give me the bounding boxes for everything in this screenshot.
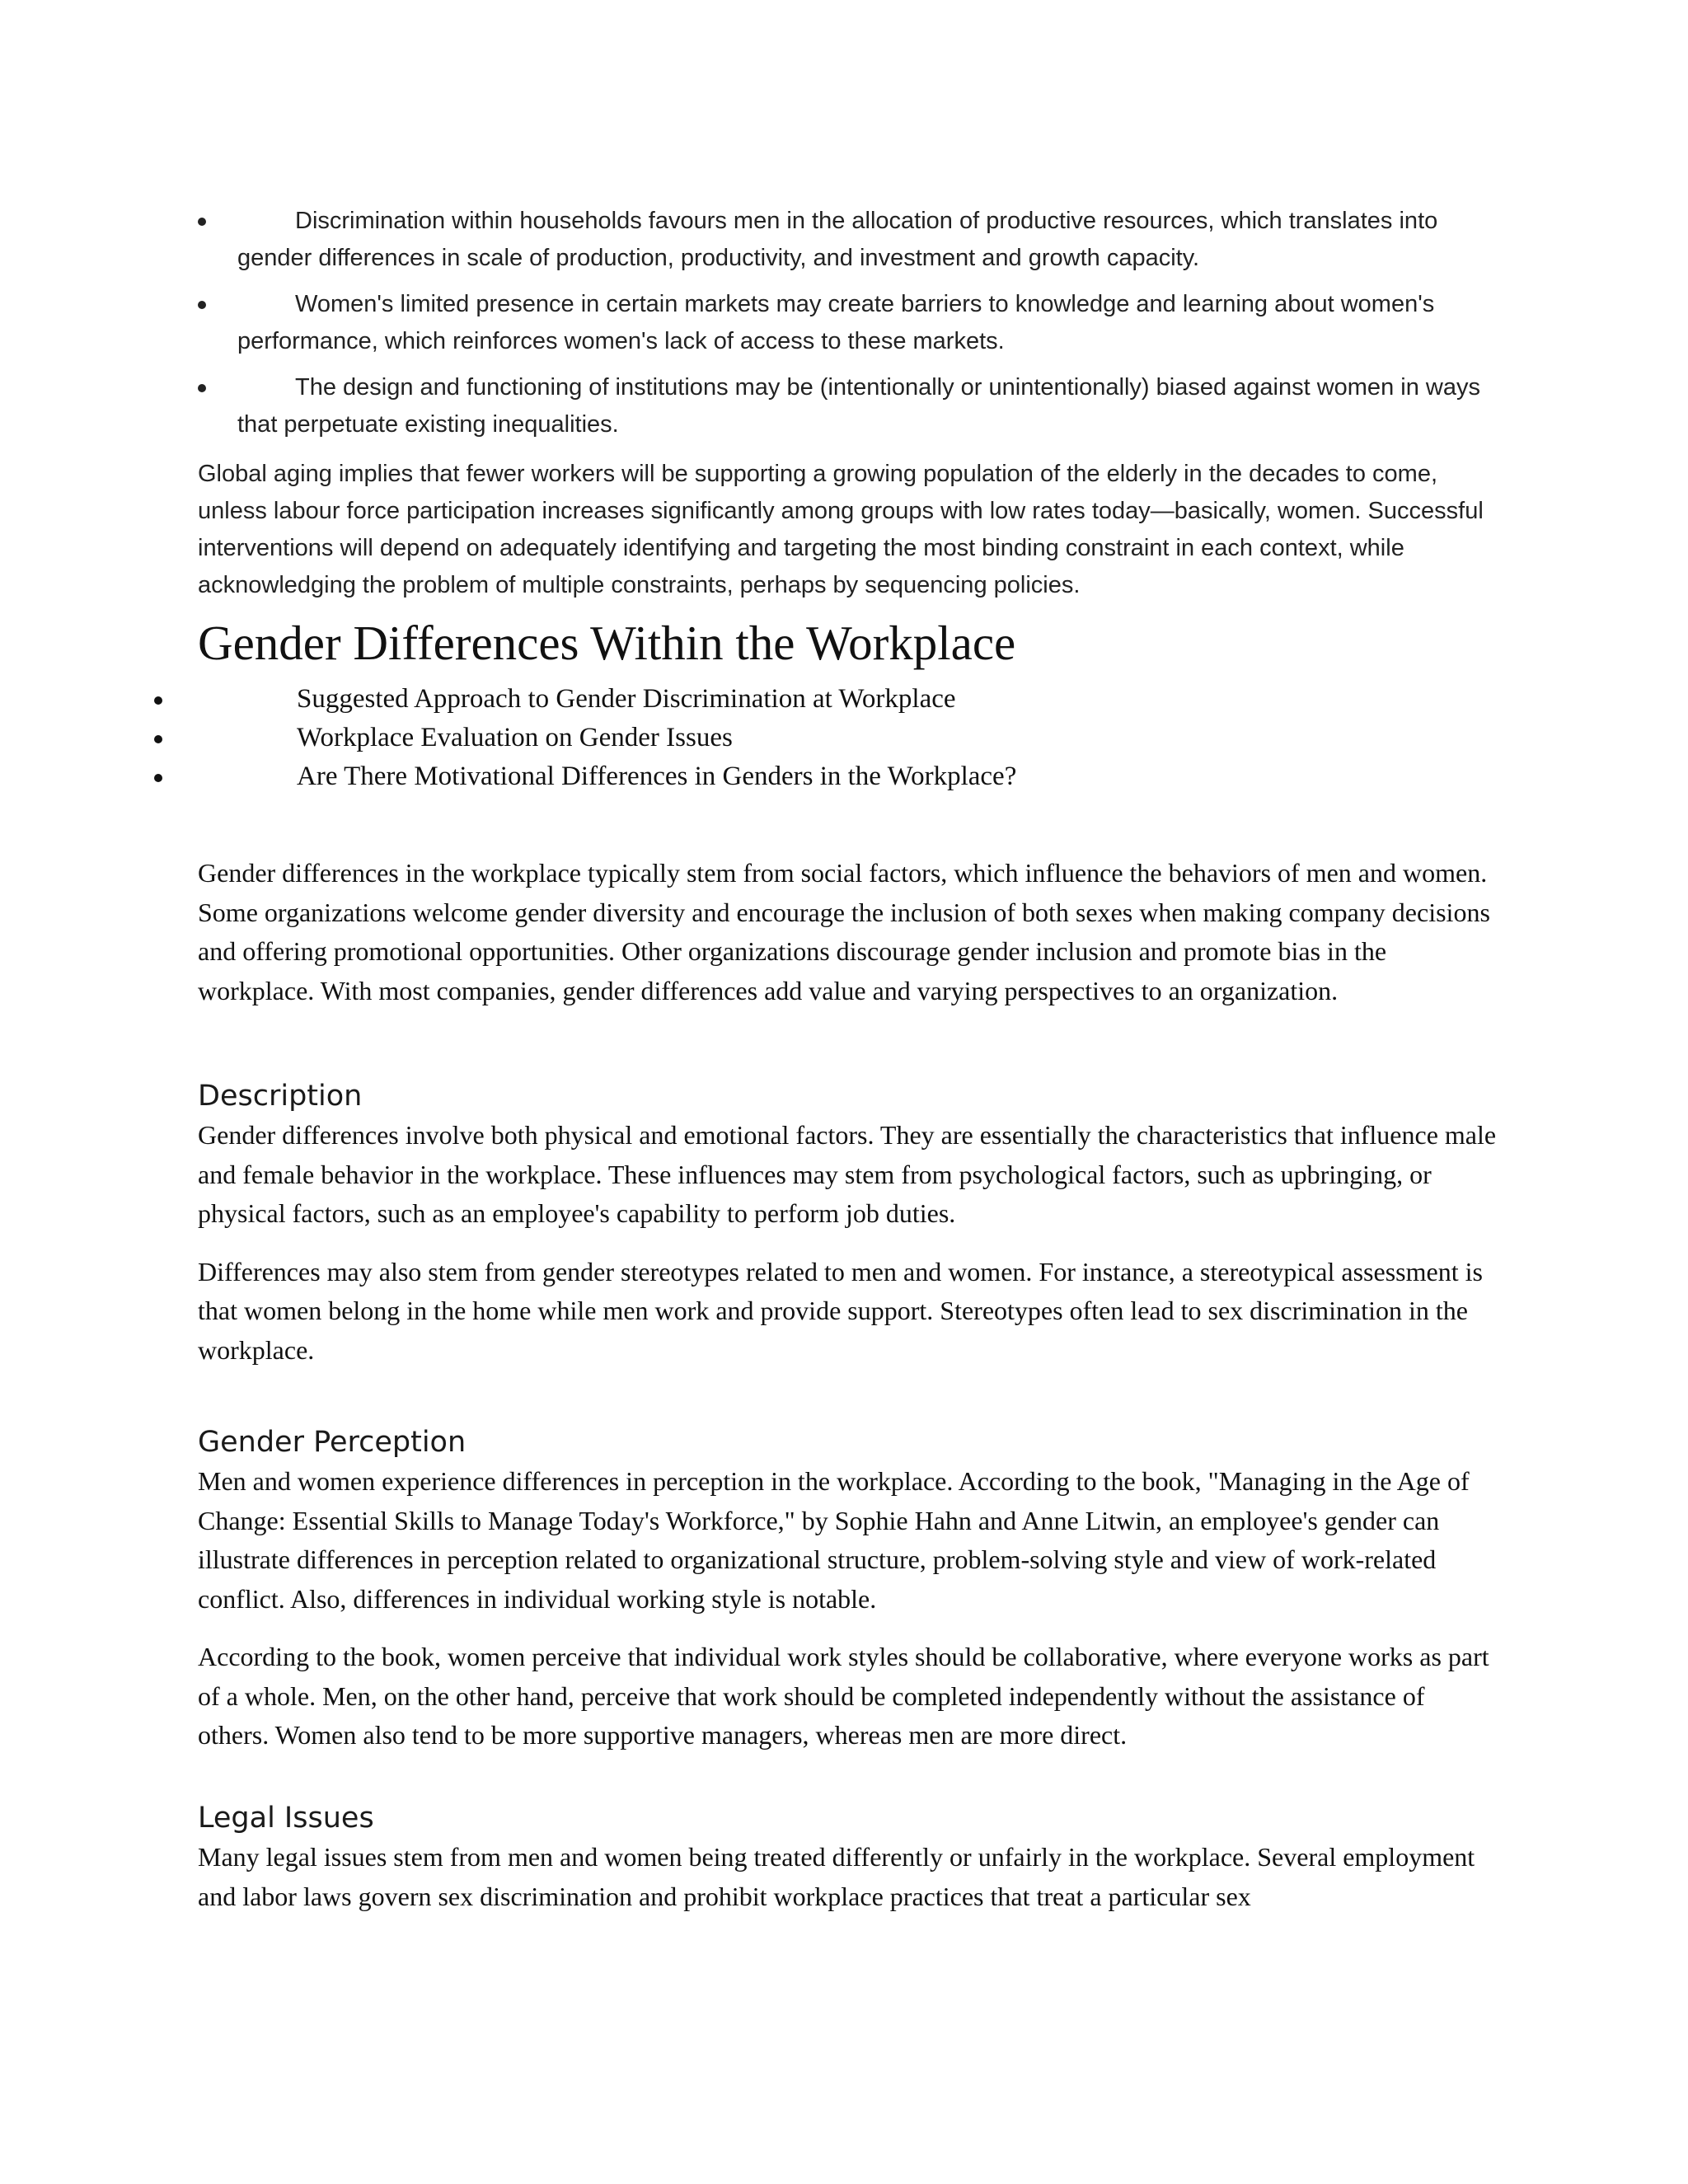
description-section	[198, 1076, 1500, 1370]
related-link-text[interactable]: Are There Motivational Differences in Genders in the Workplace?	[297, 762, 1017, 791]
body-paragraph: Men and women experience differences in perception in the workplace. According to the book, "Managing in the Age of Change: Essential Skills to Manage Today's Workforce," by Sophie Hahn and Anne Litwin, an employee's gender can illustrate differences in perception related to organizational structure, problem-solving style and view of work-related conflict. Also, differences in individual working style is notable.	[198, 1466, 1470, 1614]
legal-section	[198, 1798, 1500, 1916]
top-bullet-list	[198, 203, 1500, 452]
intro-paragraph: Gender differences in the workplace typically stem from social factors, which influence the behaviors of men and women. Some organizations welcome gender diversity and encourage the inclusion of both sexes when making company decisions and offering promotional opportunities. Other organizations discourage gender inclusion and promote bias in the workplace. With most companies, gender differences add value and varying perspectives to an organization.	[198, 858, 1490, 1005]
body-paragraph: Many legal issues stem from men and women being treated differently or unfairly in the workplace. Several employment and labor laws govern sex discrimination and prohibit workplace practices that treat a particular sex	[198, 1842, 1475, 1911]
section-heading: Gender Perception	[198, 1426, 467, 1459]
bullet-icon	[154, 696, 162, 705]
article-title: Gender Differences Within the Workplace	[198, 616, 1016, 670]
body-paragraph: According to the book, women perceive that individual work styles should be collaborative, where everyone works as part of a whole. Men, on the other hand, perceive that work should be completed independently without the assistance of others. Women also tend to be more supportive managers, whereas men are more direct.	[198, 1642, 1489, 1750]
related-link-text[interactable]: Suggested Approach to Gender Discrimination at Workplace	[297, 684, 956, 714]
body-paragraph: Differences may also stem from gender stereotypes related to men and women. For instance, a stereotypical assessment is that women belong in the home while men work and provide support. Stereotypes often lead to sex discrimination in the workplace.	[198, 1256, 1483, 1365]
bullet-text: Discrimination within households favours men in the allocation of productive resources, which translates into gender differences in scale of production, productivity, and investment and growth capacity.	[237, 208, 1438, 271]
related-link-item[interactable]	[148, 680, 1016, 719]
related-links-list	[148, 680, 1016, 796]
perception-section	[198, 1422, 1500, 1755]
bullet-text: The design and functioning of institutions may be (intentionally or unintentionally) biased against women in ways that perpetuate existing inequalities.	[237, 374, 1480, 438]
bullet-text: Women's limited presence in certain markets may create barriers to knowledge and learning about women's performance, which reinforces women's lack of access to these markets.	[237, 291, 1435, 354]
intro-block	[198, 854, 1500, 1010]
bullet-icon	[154, 735, 162, 743]
section-heading: Legal Issues	[198, 1802, 374, 1835]
bullet-icon	[154, 774, 162, 782]
list-item	[198, 203, 1500, 277]
body-paragraph: Gender differences involve both physical and emotional factors. They are essentially the characteristics that influence male and female behavior in the workplace. These influences may stem from psychological factors, such as upbringing, or physical factors, such as an employee's capability to perform job duties.	[198, 1120, 1497, 1228]
bullet-icon	[198, 218, 206, 226]
list-item	[198, 286, 1500, 360]
related-link-text[interactable]: Workplace Evaluation on Gender Issues	[297, 723, 733, 752]
global-aging-paragraph: Global aging implies that fewer workers will be supporting a growing population of the elderly in the decades to come, unless labour force participation increases significantly among groups with low rates today—basically, women. Successful interventions will depend on adequately identifying and targeting the most binding constraint in each context, while acknowledging the problem of multiple constraints, perhaps by sequencing policies.	[198, 461, 1484, 598]
bullet-icon	[198, 384, 206, 392]
section-heading: Description	[198, 1080, 363, 1113]
bullet-icon	[198, 301, 206, 309]
related-link-item[interactable]	[148, 757, 1016, 796]
related-link-item[interactable]	[148, 719, 1016, 757]
list-item	[198, 369, 1500, 443]
